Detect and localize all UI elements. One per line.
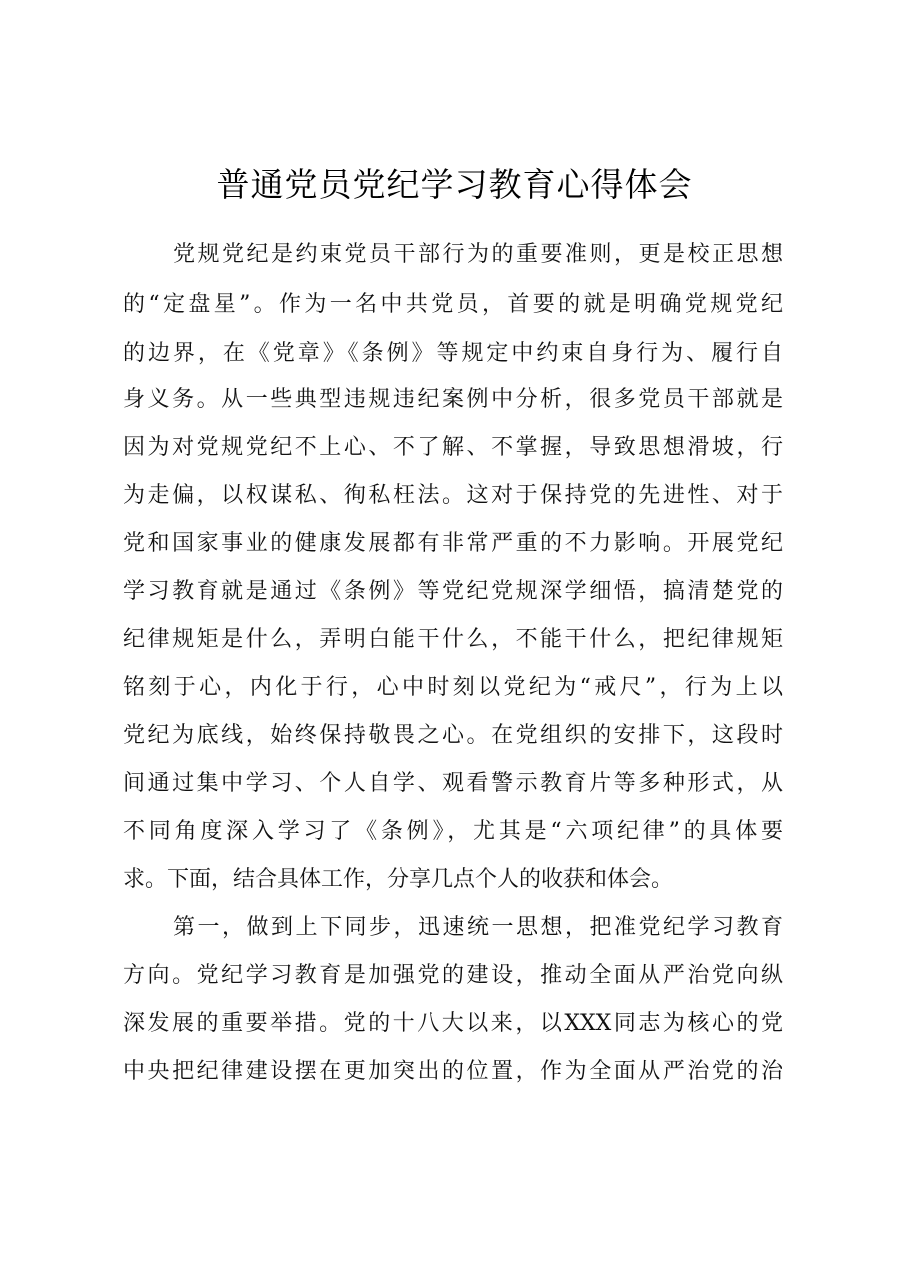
paragraph-1-line-12: 间通过集中学习、个人自学、观看警示教育片等多种形式，从 — [123, 771, 783, 796]
document-title: 普通党员党纪学习教育心得体会 — [216, 165, 693, 204]
paragraph-1-line-2: 的“定盘星”。作为一名中共党员，首要的就是明确党规党纪 — [123, 292, 783, 317]
paragraph-1-line-13: 不同角度深入学习了《条例》，尤其是“六项纪律”的具体要 — [123, 819, 783, 844]
paragraph-1-line-8: 学习教育就是通过《条例》等党纪党规深学细悟，搞清楚党的 — [123, 579, 783, 604]
paragraph-1-line-6: 为走偏，以权谋私、徇私枉法。这对于保持党的先进性、对于 — [123, 483, 783, 508]
paragraph-1-line-7: 党和国家事业的健康发展都有非常严重的不力影响。开展党纪 — [123, 531, 783, 556]
paragraph-1-line-10: 铭刻于心，内化于行，心中时刻以党纪为“戒尺”，行为上以 — [123, 675, 783, 700]
paragraph-2-line-1: 第一，做到上下同步，迅速统一思想，把准党纪学习教育 — [173, 915, 783, 940]
paragraph-2-line-4: 中央把纪律建设摆在更加突出的位置，作为全面从严治党的治 — [123, 1059, 783, 1084]
paragraph-1-line-9: 纪律规矩是什么，弄明白能干什么，不能干什么，把纪律规矩 — [123, 627, 783, 652]
paragraph-1-line-5: 因为对党规党纪不上心、不了解、不掌握，导致思想滑坡，行 — [123, 435, 783, 460]
paragraph-1-line-1: 党规党纪是约束党员干部行为的重要准则，更是校正思想 — [173, 242, 783, 267]
paragraph-2-line-2: 方向。党纪学习教育是加强党的建设，推动全面从严治党向纵 — [123, 963, 783, 988]
paragraph-1-line-3: 的边界，在《党章》《条例》等规定中约束自身行为、履行自 — [123, 341, 783, 366]
paragraph-2-line-3: 深发展的重要举措。党的十八大以来，以XXX同志为核心的党 — [123, 1011, 783, 1036]
paragraph-1-line-11: 党纪为底线，始终保持敬畏之心。在党组织的安排下，这段时 — [123, 723, 783, 748]
paragraph-1-line-14: 求。下面，结合具体工作，分享几点个人的收获和体会。 — [123, 867, 674, 892]
paragraph-1-line-4: 身义务。从一些典型违规违纪案例中分析，很多党员干部就是 — [123, 387, 783, 412]
